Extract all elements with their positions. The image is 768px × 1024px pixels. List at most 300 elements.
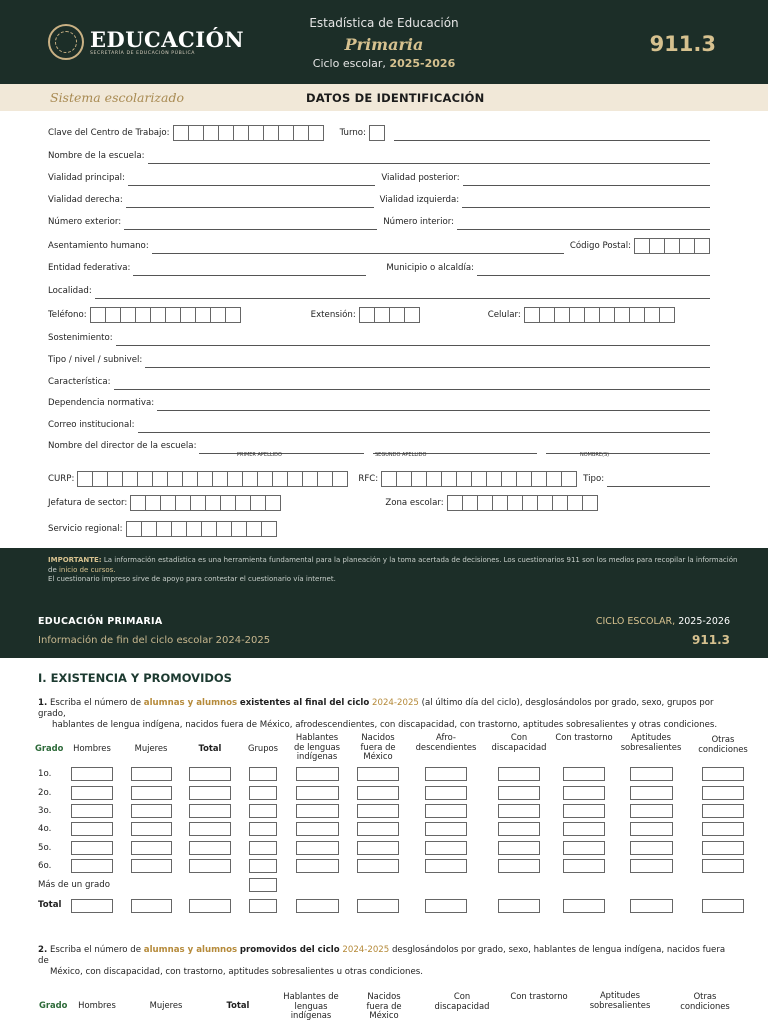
- row-label-total: Total: [38, 900, 62, 910]
- telefono-label: Teléfono:: [48, 310, 87, 320]
- input-cell-hablantes[interactable]: [296, 786, 339, 800]
- input-cell-hombres[interactable]: [71, 786, 113, 800]
- row-tipo-nivel: [48, 350, 716, 368]
- char-box[interactable]: [250, 495, 266, 511]
- section-bar-subtitle: Información de fin del ciclo escolar 2024-2025: [38, 635, 271, 646]
- row-telefono: [48, 305, 716, 323]
- char-box[interactable]: [242, 471, 258, 487]
- char-box[interactable]: [447, 495, 463, 511]
- col-header-nacidos: Nacidos fuera de México: [360, 732, 396, 761]
- form-cycle: Ciclo escolar, 2025-2026: [312, 57, 456, 70]
- input-cell-total[interactable]: [189, 767, 231, 781]
- input-cell-discapacidad[interactable]: [498, 841, 540, 855]
- numero-interior-label: Número interior:: [383, 217, 455, 227]
- input-cell-otras[interactable]: [702, 841, 744, 855]
- char-box[interactable]: [92, 471, 108, 487]
- row-label: 2o.: [38, 788, 52, 798]
- input-cell-grupos[interactable]: [249, 786, 277, 800]
- tipo-label: Tipo:: [583, 474, 605, 484]
- char-box[interactable]: [582, 495, 598, 511]
- input-cell-otras[interactable]: [702, 804, 744, 818]
- input-cell-hablantes[interactable]: [296, 822, 339, 836]
- char-box[interactable]: [203, 125, 219, 141]
- input-cell-afro[interactable]: [425, 841, 467, 855]
- col-header-hablantes: Hablantes de lenguas indígenas: [283, 991, 339, 1020]
- input-cell-total-hombres[interactable]: [71, 899, 113, 913]
- char-box[interactable]: [396, 471, 412, 487]
- asentamiento-label: Asentamiento humano:: [48, 241, 149, 251]
- important-band: [0, 548, 768, 658]
- numero-interior-field[interactable]: [457, 218, 710, 230]
- char-box[interactable]: [659, 307, 675, 323]
- char-box[interactable]: [552, 495, 568, 511]
- input-cell-otras[interactable]: [702, 822, 744, 836]
- char-box[interactable]: [664, 238, 680, 254]
- char-box[interactable]: [679, 238, 695, 254]
- input-cell-discapacidad[interactable]: [498, 804, 540, 818]
- char-box[interactable]: [216, 521, 232, 537]
- col-header-hablantes: Hablantes de lenguas indígenas: [293, 732, 341, 761]
- char-box[interactable]: [308, 125, 324, 141]
- col-header-total: Total: [226, 1000, 250, 1010]
- char-box[interactable]: [257, 471, 273, 487]
- char-box[interactable]: [225, 307, 241, 323]
- char-box[interactable]: [231, 521, 247, 537]
- input-cell-hablantes[interactable]: [296, 841, 339, 855]
- turno-line[interactable]: [394, 129, 710, 141]
- char-box[interactable]: [175, 495, 191, 511]
- input-cell-discapacidad[interactable]: [498, 822, 540, 836]
- input-cell-mujeres[interactable]: [131, 859, 172, 873]
- char-box[interactable]: [569, 307, 585, 323]
- char-box[interactable]: [156, 521, 172, 537]
- col-header-mujeres: Mujeres: [134, 743, 168, 753]
- char-box[interactable]: [561, 471, 577, 487]
- char-box[interactable]: [584, 307, 600, 323]
- input-cell-total-afro[interactable]: [425, 899, 467, 913]
- input-cell-grupos[interactable]: [249, 841, 277, 855]
- char-box[interactable]: [246, 521, 262, 537]
- input-cell-total-nacidos[interactable]: [357, 899, 399, 913]
- extension-input[interactable]: [360, 307, 420, 323]
- input-cell-grupos[interactable]: [249, 767, 277, 781]
- char-box[interactable]: [522, 495, 538, 511]
- question-1: 1. Escriba el número de alumnas y alumnos existentes al final del ciclo 2024-2025 (al último día del ciclo), desglosándolos por grado, sexo, grupos por grado, hablantes de lengua indígena, nacidos fuera de México, afrodescendientes, con discapacidad, con trastorno, aptitudes sobresalientes y otras condiciones.: [38, 698, 718, 730]
- col-header-grado: Grado: [39, 1000, 68, 1010]
- rfc-input[interactable]: [382, 471, 577, 487]
- input-cell-mujeres[interactable]: [131, 841, 172, 855]
- char-box[interactable]: [471, 471, 487, 487]
- col-header-aptitudes: Aptitudes sobresalientes: [589, 990, 651, 1010]
- char-box[interactable]: [261, 521, 277, 537]
- char-box[interactable]: [317, 471, 333, 487]
- row-label: 3o.: [38, 806, 52, 816]
- curp-label: CURP:: [48, 474, 75, 484]
- char-box[interactable]: [302, 471, 318, 487]
- input-cell-aptitudes[interactable]: [630, 859, 673, 873]
- correo-field[interactable]: [138, 421, 710, 433]
- char-box[interactable]: [126, 521, 142, 537]
- char-box[interactable]: [293, 125, 309, 141]
- char-box[interactable]: [374, 307, 390, 323]
- input-cell-aptitudes[interactable]: [630, 804, 673, 818]
- important-note: IMPORTANTE: La información estadística es una herramienta fundamental para la planeación y la toma acertada de decisiones. Los cuestionarios 911 son los medios para recopilar la información de inicio de cursos. El cuestionario impreso sirve de apoyo para contestar el cuestionario vía internet.: [48, 556, 738, 583]
- segundo-apellido-label: SEGUNDO APELLIDO: [375, 452, 427, 458]
- char-box[interactable]: [167, 471, 183, 487]
- char-box[interactable]: [220, 495, 236, 511]
- char-box[interactable]: [150, 307, 166, 323]
- char-box[interactable]: [516, 471, 532, 487]
- row-servicio: [48, 519, 716, 537]
- input-cell-grupos[interactable]: [249, 804, 277, 818]
- char-box[interactable]: [205, 495, 221, 511]
- char-box[interactable]: [531, 471, 547, 487]
- char-box[interactable]: [152, 471, 168, 487]
- input-cell-hombres[interactable]: [71, 767, 113, 781]
- input-cell-afro[interactable]: [425, 767, 467, 781]
- input-cell-total[interactable]: [189, 804, 231, 818]
- rfc-label: RFC:: [358, 474, 379, 484]
- char-box[interactable]: [567, 495, 583, 511]
- col-header-hombres: Hombres: [78, 1000, 116, 1010]
- input-cell-aptitudes[interactable]: [630, 767, 673, 781]
- char-box[interactable]: [173, 125, 189, 141]
- char-box[interactable]: [160, 495, 176, 511]
- entidad-label: Entidad federativa:: [48, 263, 131, 273]
- form-code: 911.3: [649, 32, 716, 56]
- char-box[interactable]: [233, 125, 249, 141]
- char-box[interactable]: [539, 307, 555, 323]
- input-cell-discapacidad[interactable]: [498, 786, 540, 800]
- municipio-field[interactable]: [477, 264, 710, 276]
- char-box[interactable]: [122, 471, 138, 487]
- char-box[interactable]: [141, 521, 157, 537]
- input-cell-total-grupos[interactable]: [249, 899, 277, 913]
- char-box[interactable]: [629, 307, 645, 323]
- input-cell-total[interactable]: [189, 786, 231, 800]
- char-box[interactable]: [287, 471, 303, 487]
- row-vialidad-1: [48, 168, 716, 186]
- input-cell-aptitudes[interactable]: [630, 822, 673, 836]
- char-box[interactable]: [462, 495, 478, 511]
- row-asentamiento: [48, 236, 716, 254]
- inicio-cursos-link: inicio de cursos.: [58, 565, 116, 574]
- col-header-trastorno: Con trastorno: [510, 991, 568, 1001]
- char-box[interactable]: [186, 521, 202, 537]
- row-correo: [48, 415, 716, 433]
- zona-input[interactable]: [448, 495, 598, 511]
- char-box[interactable]: [197, 471, 213, 487]
- row-label: 6o.: [38, 861, 52, 871]
- input-cell-hablantes[interactable]: [296, 804, 339, 818]
- char-box[interactable]: [278, 125, 294, 141]
- char-box[interactable]: [649, 238, 665, 254]
- jefatura-input[interactable]: [131, 495, 281, 511]
- char-box[interactable]: [389, 307, 405, 323]
- char-box[interactable]: [137, 471, 153, 487]
- char-box[interactable]: [381, 471, 397, 487]
- form-level: Primaria: [344, 35, 424, 54]
- input-cell-total-discapacidad[interactable]: [498, 899, 540, 913]
- input-cell-nacidos[interactable]: [357, 841, 399, 855]
- vialidad-posterior-field[interactable]: [463, 174, 710, 186]
- tipo-nivel-label: Tipo / nivel / subnivel:: [48, 355, 143, 365]
- turno-label: Turno:: [339, 128, 366, 138]
- input-cell-mujeres[interactable]: [131, 822, 172, 836]
- input-cell-afro[interactable]: [425, 822, 467, 836]
- curp-input[interactable]: [78, 471, 348, 487]
- char-box[interactable]: [188, 125, 204, 141]
- char-box[interactable]: [105, 307, 121, 323]
- char-box[interactable]: [441, 471, 457, 487]
- section-heading: DATOS DE IDENTIFICACIÓN: [306, 91, 485, 105]
- input-cell-trastorno[interactable]: [563, 859, 605, 873]
- char-box[interactable]: [359, 307, 375, 323]
- col-header-aptitudes: Aptitudes sobresalientes: [620, 732, 682, 752]
- input-cell-trastorno[interactable]: [563, 841, 605, 855]
- question-2: 2. Escriba el número de alumnas y alumnos promovidos del ciclo 2024-2025 desglosándolos por grado, sexo, hablantes de lengua indígena, nacidos fuera de México, con discapacidad, con trastorno, aptitudes sobresalientes u otras condiciones.: [38, 945, 726, 977]
- row-localidad: [48, 281, 716, 299]
- char-box[interactable]: [599, 307, 615, 323]
- clave-input[interactable]: [174, 125, 324, 141]
- director-sublabels: [0, 452, 768, 462]
- sostenimiento-field[interactable]: [116, 334, 710, 346]
- system-label: Sistema escolarizado: [50, 90, 185, 105]
- nombre-escuela-field[interactable]: [148, 152, 710, 164]
- char-box[interactable]: [524, 307, 540, 323]
- char-box[interactable]: [644, 307, 660, 323]
- input-cell-nacidos[interactable]: [357, 804, 399, 818]
- input-cell-mujeres[interactable]: [131, 767, 172, 781]
- input-cell-discapacidad[interactable]: [498, 859, 540, 873]
- input-cell-trastorno[interactable]: [563, 804, 605, 818]
- char-box[interactable]: [218, 125, 234, 141]
- input-cell-afro[interactable]: [425, 786, 467, 800]
- input-cell-grupos[interactable]: [249, 859, 277, 873]
- char-box[interactable]: [190, 495, 206, 511]
- char-box[interactable]: [182, 471, 198, 487]
- dependencia-field[interactable]: [157, 399, 710, 411]
- section-1-title: I. EXISTENCIA Y PROMOVIDOS: [38, 671, 232, 685]
- entidad-field[interactable]: [133, 264, 366, 276]
- char-box[interactable]: [426, 471, 442, 487]
- char-box[interactable]: [201, 521, 217, 537]
- input-cell-total-total[interactable]: [189, 899, 231, 913]
- char-box[interactable]: [634, 238, 650, 254]
- char-box[interactable]: [77, 471, 93, 487]
- char-box[interactable]: [195, 307, 211, 323]
- input-cell-hablantes[interactable]: [296, 859, 339, 873]
- row-label: 1o.: [38, 769, 52, 779]
- input-cell-otras[interactable]: [702, 786, 744, 800]
- nombre-escuela-label: Nombre de la escuela:: [48, 151, 145, 161]
- municipio-label: Municipio o alcaldía:: [386, 263, 475, 273]
- input-cell-total-otras[interactable]: [702, 899, 744, 913]
- row-numero: [48, 212, 716, 230]
- input-cell-hablantes[interactable]: [296, 767, 339, 781]
- primer-apellido-label: PRIMER APELLIDO: [237, 452, 282, 458]
- row-clave: [48, 123, 716, 141]
- input-cell-total-mujeres[interactable]: [131, 899, 172, 913]
- celular-label: Celular:: [487, 310, 521, 320]
- input-cell-hombres[interactable]: [71, 822, 113, 836]
- turno-input[interactable]: [370, 125, 385, 141]
- extension-label: Extensión:: [310, 310, 356, 320]
- input-cell-nacidos[interactable]: [357, 822, 399, 836]
- correo-label: Correo institucional:: [48, 420, 135, 430]
- input-cell-mujeres[interactable]: [131, 786, 172, 800]
- vialidad-principal-field[interactable]: [128, 174, 375, 186]
- vialidad-posterior-label: Vialidad posterior:: [381, 173, 460, 183]
- tipo-nivel-field[interactable]: [145, 356, 710, 368]
- dependencia-label: Dependencia normativa:: [48, 398, 155, 408]
- row-dependencia: [48, 393, 716, 411]
- char-box[interactable]: [404, 307, 420, 323]
- telefono-input[interactable]: [91, 307, 241, 323]
- input-cell-total[interactable]: [189, 859, 231, 873]
- jefatura-label: Jefatura de sector:: [48, 498, 128, 508]
- char-box[interactable]: [235, 495, 251, 511]
- char-box[interactable]: [212, 471, 228, 487]
- input-cell-hombres[interactable]: [71, 859, 113, 873]
- char-box[interactable]: [248, 125, 264, 141]
- char-box[interactable]: [227, 471, 243, 487]
- col-header-discapacidad: Con discapacidad: [491, 732, 547, 752]
- char-box[interactable]: [263, 125, 279, 141]
- sep-logo: [48, 24, 244, 60]
- localidad-label: Localidad:: [48, 286, 92, 296]
- char-box[interactable]: [120, 307, 136, 323]
- col-header-otras: Otras condiciones: [680, 991, 730, 1011]
- vialidad-derecha-label: Vialidad derecha:: [48, 195, 123, 205]
- section-bar-code: 911.3: [692, 633, 730, 647]
- vialidad-principal-label: Vialidad principal:: [48, 173, 125, 183]
- input-cell-hombres[interactable]: [71, 841, 113, 855]
- row-label: 5o.: [38, 843, 52, 853]
- input-cell-nacidos[interactable]: [357, 786, 399, 800]
- input-cell-nacidos[interactable]: [357, 767, 399, 781]
- caracteristica-field[interactable]: [114, 378, 711, 390]
- char-box[interactable]: [694, 238, 710, 254]
- caracteristica-label: Característica:: [48, 377, 111, 387]
- input-cell-afro[interactable]: [425, 804, 467, 818]
- row-jefatura: [48, 493, 716, 511]
- section-bar-cycle: CICLO ESCOLAR, 2025-2026: [595, 616, 730, 627]
- col-header-nacidos: Nacidos fuera de México: [366, 991, 402, 1020]
- input-cell-trastorno[interactable]: [563, 822, 605, 836]
- numero-exterior-label: Número exterior:: [48, 217, 122, 227]
- row-sostenimiento: [48, 328, 716, 346]
- input-cell-grupos[interactable]: [249, 822, 277, 836]
- char-box[interactable]: [501, 471, 517, 487]
- char-box[interactable]: [265, 495, 281, 511]
- row-label: 4o.: [38, 824, 52, 834]
- vialidad-izquierda-label: Vialidad izquierda:: [379, 195, 460, 205]
- input-cell-aptitudes[interactable]: [630, 786, 673, 800]
- char-box[interactable]: [332, 471, 348, 487]
- char-box[interactable]: [165, 307, 181, 323]
- char-box[interactable]: [507, 495, 523, 511]
- input-cell-grupos-mas[interactable]: [249, 878, 277, 892]
- char-box[interactable]: [272, 471, 288, 487]
- input-cell-total[interactable]: [189, 841, 231, 855]
- input-cell-total-trastorno[interactable]: [563, 899, 605, 913]
- row-curp: [48, 469, 716, 487]
- col-header-total: Total: [198, 743, 222, 753]
- vialidad-derecha-field[interactable]: [126, 196, 374, 208]
- char-box[interactable]: [107, 471, 123, 487]
- vialidad-izquierda-field[interactable]: [462, 196, 710, 208]
- char-box[interactable]: [171, 521, 187, 537]
- input-cell-discapacidad[interactable]: [498, 767, 540, 781]
- char-box[interactable]: [554, 307, 570, 323]
- tipo-field[interactable]: [607, 475, 710, 487]
- char-box[interactable]: [614, 307, 630, 323]
- row-vialidad-2: [48, 190, 716, 208]
- input-cell-nacidos[interactable]: [357, 859, 399, 873]
- servicio-input[interactable]: [127, 521, 277, 537]
- char-box[interactable]: [411, 471, 427, 487]
- director-label: Nombre del director de la escuela:: [48, 441, 197, 451]
- col-header-trastorno: Con trastorno: [555, 732, 613, 742]
- char-box[interactable]: [210, 307, 226, 323]
- input-cell-total[interactable]: [189, 822, 231, 836]
- char-box[interactable]: [145, 495, 161, 511]
- col-header-grupos: Grupos: [247, 743, 279, 753]
- localidad-field[interactable]: [95, 287, 710, 299]
- char-box[interactable]: [537, 495, 553, 511]
- char-box[interactable]: [477, 495, 493, 511]
- section-bar-title: EDUCACIÓN PRIMARIA: [38, 616, 163, 627]
- char-box[interactable]: [135, 307, 151, 323]
- col-header-hombres: Hombres: [73, 743, 111, 753]
- input-cell-trastorno[interactable]: [563, 786, 605, 800]
- input-cell-hombres[interactable]: [71, 804, 113, 818]
- celular-input[interactable]: [525, 307, 675, 323]
- asentamiento-field[interactable]: [152, 242, 564, 254]
- col-header-afro: Afro-descendientes: [415, 732, 477, 752]
- header: [0, 0, 768, 84]
- codigo-postal-input[interactable]: [635, 238, 710, 254]
- numero-exterior-field[interactable]: [124, 218, 377, 230]
- input-cell-afro[interactable]: [425, 859, 467, 873]
- col-header-discapacidad: Con discapacidad: [434, 991, 490, 1011]
- char-box[interactable]: [492, 495, 508, 511]
- char-box[interactable]: [546, 471, 562, 487]
- char-box[interactable]: [90, 307, 106, 323]
- input-cell-total-aptitudes[interactable]: [630, 899, 673, 913]
- input-cell-otras[interactable]: [702, 859, 744, 873]
- col-header-otras: Otras condiciones: [698, 734, 748, 754]
- char-box[interactable]: [130, 495, 146, 511]
- clave-label: Clave del Centro de Trabajo:: [48, 128, 170, 138]
- row-caracteristica: [48, 372, 716, 390]
- input-cell-mujeres[interactable]: [131, 804, 172, 818]
- char-box[interactable]: [456, 471, 472, 487]
- input-cell-otras[interactable]: [702, 767, 744, 781]
- logo-subtitle: SECRETARÍA DE EDUCACIÓN PÚBLICA: [90, 50, 196, 56]
- sostenimiento-label: Sostenimiento:: [48, 333, 113, 343]
- input-cell-total-hablantes[interactable]: [296, 899, 339, 913]
- char-box[interactable]: [486, 471, 502, 487]
- char-box[interactable]: [180, 307, 196, 323]
- char-box[interactable]: [369, 125, 385, 141]
- row-nombre: [48, 146, 716, 164]
- input-cell-trastorno[interactable]: [563, 767, 605, 781]
- form-title: Estadística de Educación: [309, 16, 459, 30]
- input-cell-aptitudes[interactable]: [630, 841, 673, 855]
- zona-label: Zona escolar:: [385, 498, 444, 508]
